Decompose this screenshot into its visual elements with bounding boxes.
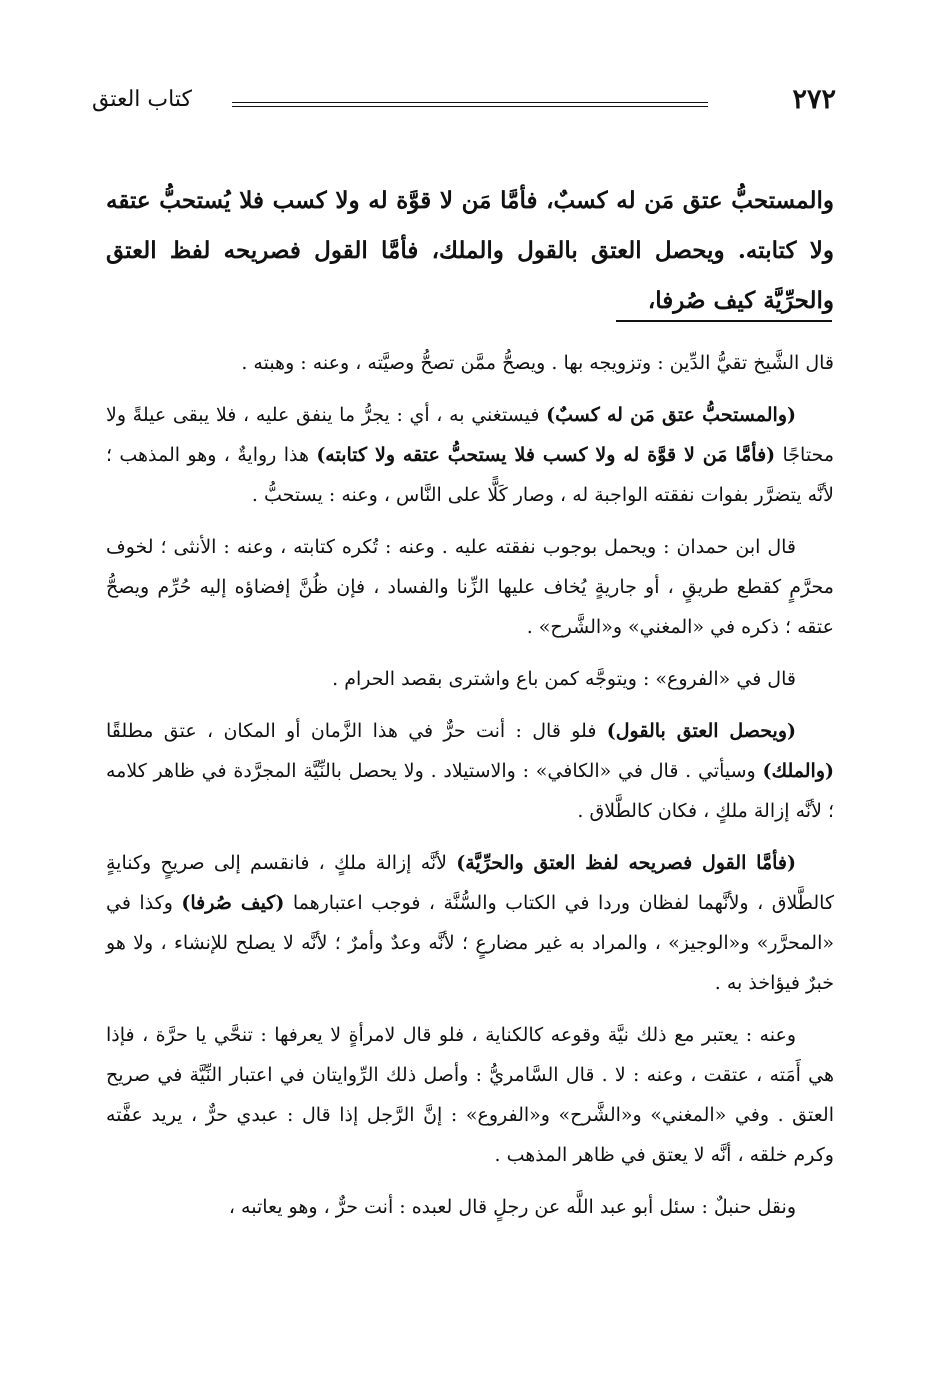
commentary-paragraph-4: قال في «الفروع» : ويتوجَّه كمن باع واشترى بقصد الحرام . (332, 668, 796, 690)
matn-quote: (ويحصل العتق بالقول) (606, 720, 796, 742)
matn-quote: (والمستحبُّ عتق مَن له كسبٌ) (546, 404, 796, 426)
commentary-paragraph-6 (106, 843, 834, 1003)
commentary-paragraph-1: قال الشَّيخ تقيُّ الدِّين : وتزويجه بها . ويصحُّ ممَّن تصحُّ وصيَّته ، وعنه : وهبته . (241, 352, 834, 374)
header-rule (232, 102, 708, 107)
commentary-text: وكذا في «المحرَّر» و«الوجيز» ، والمراد به غير مضارعٍ ؛ لأنَّه وعدٌ وأمرٌ ؛ لأنَّه لا يصلح للإنشاء ، ولا هو خبرٌ فيؤاخذ به . (106, 892, 834, 994)
commentary-text: فيستغني به ، أي : يجرُّ ما ينفق عليه ، فلا يبقى عيلةً ولا محتاجًا (106, 404, 834, 466)
page-number: ٢٧٢ (792, 84, 836, 115)
commentary-paragraph-7: وعنه : يعتبر مع ذلك نيَّة وقوعه كالكناية ، فلو قال لامرأةٍ لا يعرفها : تنحَّي يا حرَّة ، فإذا هي أَمَته ، عتقت ، وعنه : لا . قال السَّامريُّ : وأصل ذلك الرِّوايتان في اعتبار النِّيَّة في صريح العتق . وفي «المغني» و«الشَّرح» و«الفروع» : إنَّ الرَّجل إذا قال : عبدي حرٌّ ، يريد عفَّته وكرم خلقه ، أنَّه لا يعتق في ظاهر المذهب . (106, 1024, 834, 1166)
commentary-text: هذا روايةٌ ، وهو المذهب ؛ لأنَّه يتضرَّر بفوات نفقته الواجبة له ، وصار كَلًّا على النَّاس ، وعنه : يستحبُّ . (106, 444, 834, 506)
commentary-text: وسيأتي . قال في «الكافي» : والاستيلاد . ولا يحصل بالنِّيَّة المجرَّدة في ظاهر كلامه ؛ لأنَّه إزالة ملكٍ ، فكان كالطَّلاق . (106, 760, 834, 822)
matn-text: والمستحبُّ عتق مَن له كسبٌ، فأمَّا مَن لا قوَّة له ولا كسب فلا يُستحبُّ عتقه ولا كتابته. ويحصل العتق بالقول والملك، فأمَّا القول فصريحه لفظ العتق والحرِّيَّة كيف صُرفا، (106, 187, 834, 314)
matn-quote: (كيف صُرفا) (181, 892, 285, 914)
commentary-paragraph-5 (106, 711, 834, 831)
matn-quote: (والملك) (762, 760, 834, 782)
commentary-text: لأنَّه إزالة ملكٍ ، فانقسم إلى صريحٍ وكنايةٍ كالطَّلاق ، ولأنَّهما لفظان وردا في الكتاب والسُّنَّة ، فوجب اعتبارهما (106, 852, 834, 914)
commentary-separator (616, 320, 832, 322)
matn-quote: (فأمَّا القول فصريحه لفظ العتق والحرِّيَّة) (456, 852, 797, 874)
commentary-paragraph-8: ونقل حنبلٌ : سئل أبو عبد اللَّه عن رجلٍ قال لعبده : أنت حرٌّ ، وهو يعاتبه ، (228, 1196, 796, 1218)
commentary-paragraph-2 (106, 395, 834, 515)
page-header (92, 82, 836, 122)
commentary-text: فلو قال : أنت حرٌّ في هذا الزَّمان أو المكان ، عتق مطلقًا (106, 720, 607, 742)
commentary-paragraph-3: قال ابن حمدان : ويحمل بوجوب نفقته عليه . وعنه : تُكره كتابته ، وعنه : الأنثى ؛ لخوف محرَّمٍ كقطع طريقٍ ، أو جاريةٍ يُخاف عليها الزِّنا والفساد ، فإن ظُنَّ إفضاؤه إليه حُرِّم ويصحُّ عتقه ؛ ذكره في «المغني» و«الشَّرح» . (106, 536, 834, 638)
book-title: كتاب العتق (92, 87, 192, 112)
commentary (106, 343, 834, 1239)
matn-quote: (فأمَّا مَن لا قوَّة له ولا كسب فلا يستحبُّ عتقه ولا كتابته) (316, 444, 776, 466)
